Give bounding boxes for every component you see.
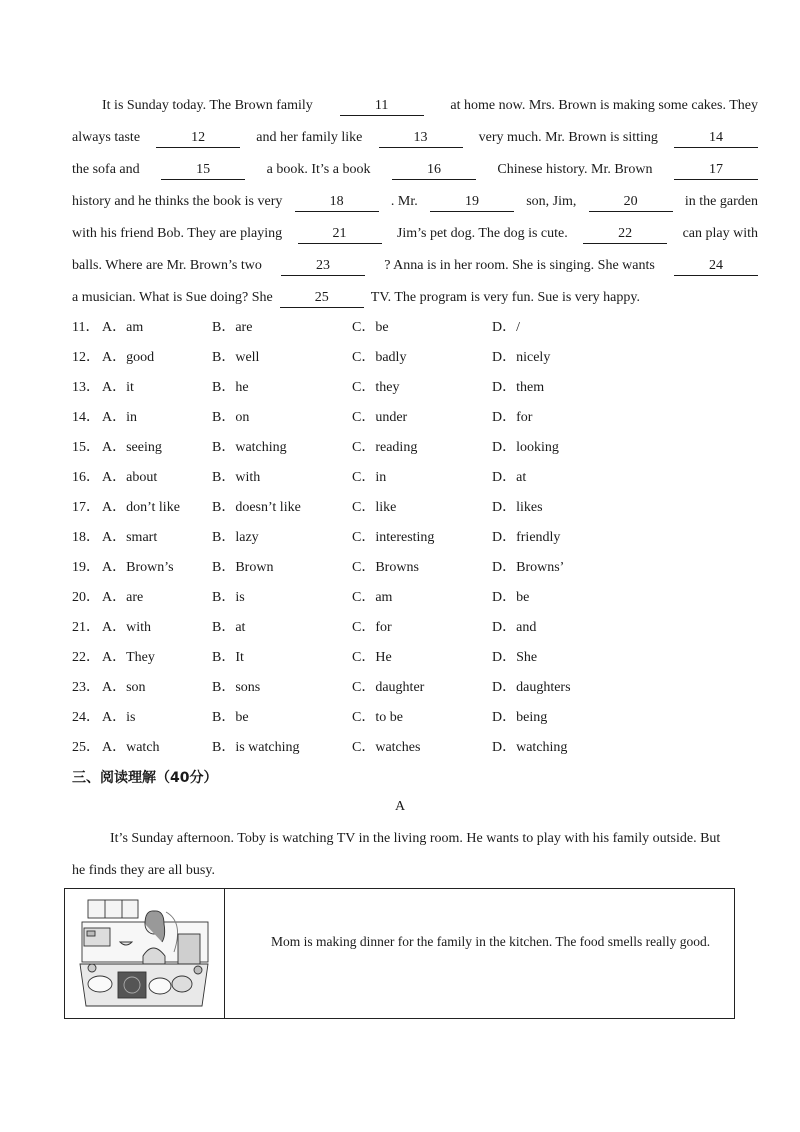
option-a[interactable]: A．it: [102, 380, 134, 395]
question-row: [72, 643, 758, 673]
option-d[interactable]: D．be: [492, 590, 530, 605]
question-row: [72, 463, 758, 493]
reading-intro-line: he finds they are all busy.: [72, 863, 215, 878]
option-a[interactable]: A．seeing: [102, 440, 162, 455]
option-b[interactable]: B．doesn’t like: [212, 500, 301, 515]
option-a[interactable]: A．son: [102, 680, 146, 695]
option-c[interactable]: C．be: [352, 320, 389, 335]
option-b[interactable]: B．are: [212, 320, 253, 335]
option-b[interactable]: B．It: [212, 650, 244, 665]
question-number: 17．: [72, 500, 100, 515]
option-b[interactable]: B．watching: [212, 440, 287, 455]
passage-text: Chinese history. Mr. Brown: [497, 162, 653, 177]
option-d[interactable]: D．daughters: [492, 680, 571, 695]
answer-options: [72, 313, 758, 763]
option-c[interactable]: C．reading: [352, 440, 418, 455]
passage-text: TV. The program is very fun. Sue is very happy.: [370, 290, 640, 305]
option-c[interactable]: C．in: [352, 470, 387, 485]
option-c[interactable]: C．badly: [352, 350, 407, 365]
answer-blank-20[interactable]: 20: [589, 193, 673, 212]
option-a[interactable]: A．with: [102, 620, 151, 635]
option-a[interactable]: A．in: [102, 410, 137, 425]
answer-blank-19[interactable]: 19: [430, 193, 514, 212]
question-row: [72, 433, 758, 463]
reading-table: [64, 888, 735, 1019]
option-d[interactable]: D．them: [492, 380, 545, 395]
question-number: 20．: [72, 590, 100, 605]
passage-text: a book. It’s a book: [266, 162, 371, 177]
passage-line: [72, 282, 758, 314]
question-number: 23．: [72, 680, 100, 695]
passage-text: very much. Mr. Brown is sitting: [478, 130, 658, 145]
option-d[interactable]: D．at: [492, 470, 527, 485]
option-c[interactable]: C．they: [352, 380, 400, 395]
reading-intro: [72, 823, 728, 887]
passage-text: son, Jim,: [526, 194, 577, 209]
passage-label: A: [394, 799, 406, 814]
option-d[interactable]: D．for: [492, 410, 533, 425]
passage-text: can play with: [682, 226, 758, 241]
answer-blank-13[interactable]: 13: [379, 129, 463, 148]
question-number: 15．: [72, 440, 100, 455]
question-number: 22．: [72, 650, 100, 665]
answer-blank-14[interactable]: 14: [674, 129, 758, 148]
question-row: [72, 493, 758, 523]
option-b[interactable]: B．well: [212, 350, 260, 365]
reading-table-text: Mom is making dinner for the family in the kitchen. The food smells really good.: [271, 934, 711, 949]
option-b[interactable]: B．on: [212, 410, 250, 425]
question-number: 13．: [72, 380, 100, 395]
question-row: [72, 553, 758, 583]
kitchen-illustration: [65, 889, 225, 1018]
kitchen-cooking-icon: [78, 898, 210, 1010]
question-row: [72, 523, 758, 553]
question-row: [72, 403, 758, 433]
question-number: 18．: [72, 530, 100, 545]
option-c[interactable]: C．interesting: [352, 530, 435, 545]
passage-text: history and he thinks the book is very: [72, 194, 283, 209]
question-number: 21．: [72, 620, 100, 635]
option-a[interactable]: A．Brown’s: [102, 560, 174, 575]
question-number: 14．: [72, 410, 100, 425]
option-d[interactable]: D．She: [492, 650, 538, 665]
passage-line: [72, 186, 758, 218]
section-title: 三、阅读理解（40分）: [72, 770, 218, 786]
option-b[interactable]: B．is: [212, 590, 245, 605]
question-row: [72, 703, 758, 733]
passage-text: Jim’s pet dog. The dog is cute.: [396, 226, 568, 241]
option-c[interactable]: C．to be: [352, 710, 403, 725]
question-row: [72, 673, 758, 703]
answer-blank-21[interactable]: 21: [298, 225, 382, 244]
answer-blank-25[interactable]: 25: [280, 289, 364, 308]
option-d[interactable]: D．/: [492, 320, 520, 335]
option-d[interactable]: D．and: [492, 620, 537, 635]
question-row: [72, 613, 758, 643]
option-a[interactable]: A．don’t like: [102, 500, 180, 515]
question-number: 19．: [72, 560, 100, 575]
option-a[interactable]: A．about: [102, 470, 158, 485]
option-d[interactable]: D．Browns’: [492, 560, 565, 575]
cloze-passage: [72, 90, 758, 314]
option-d[interactable]: D．friendly: [492, 530, 561, 545]
answer-blank-24[interactable]: 24: [674, 257, 758, 276]
passage-text: with his friend Bob. They are playing: [72, 226, 283, 241]
option-b[interactable]: B．sons: [212, 680, 261, 695]
question-row: [72, 313, 758, 343]
answer-blank-18[interactable]: 18: [295, 193, 379, 212]
question-number: 25．: [72, 740, 100, 755]
option-d[interactable]: D．watching: [492, 740, 568, 755]
passage-line: [72, 122, 758, 154]
option-a[interactable]: A．am: [102, 320, 144, 335]
question-row: [72, 343, 758, 373]
option-b[interactable]: B．lazy: [212, 530, 259, 545]
passage-text: ? Anna is in her room. She is singing. She wants: [384, 258, 655, 273]
option-a[interactable]: A．watch: [102, 740, 160, 755]
question-number: 24．: [72, 710, 100, 725]
option-c[interactable]: C．daughter: [352, 680, 425, 695]
passage-text: always taste: [72, 130, 141, 145]
option-d[interactable]: D．looking: [492, 440, 559, 455]
question-number: 11．: [72, 320, 100, 335]
option-b[interactable]: B．be: [212, 710, 249, 725]
option-a[interactable]: A．smart: [102, 530, 158, 545]
option-d[interactable]: D．being: [492, 710, 548, 725]
passage-text: in the garden: [684, 194, 758, 209]
passage-text: and her family like: [256, 130, 363, 145]
answer-blank-15[interactable]: 15: [161, 161, 245, 180]
option-a[interactable]: A．They: [102, 650, 155, 665]
option-b[interactable]: B．with: [212, 470, 261, 485]
question-row: [72, 373, 758, 403]
answer-blank-12[interactable]: 12: [156, 129, 240, 148]
option-b[interactable]: B．at: [212, 620, 246, 635]
passage-text: It is Sunday today. The Brown family: [102, 98, 313, 113]
option-c[interactable]: C．under: [352, 410, 408, 425]
question-row: [72, 733, 758, 763]
passage-line: [72, 154, 758, 186]
option-c[interactable]: C．for: [352, 620, 392, 635]
option-a[interactable]: A．good: [102, 350, 155, 365]
answer-blank-16[interactable]: 16: [392, 161, 476, 180]
question-number: 16．: [72, 470, 100, 485]
option-c[interactable]: C．am: [352, 590, 393, 605]
option-c[interactable]: C．He: [352, 650, 392, 665]
option-c[interactable]: C．watches: [352, 740, 421, 755]
option-c[interactable]: C．like: [352, 500, 397, 515]
option-d[interactable]: D．nicely: [492, 350, 551, 365]
passage-line: [72, 218, 758, 250]
passage-text: the sofa and: [72, 162, 140, 177]
question-row: [72, 583, 758, 613]
answer-blank-22[interactable]: 22: [583, 225, 667, 244]
passage-text: at home now. Mrs. Brown is making some cakes. They: [450, 98, 758, 113]
answer-blank-11[interactable]: 11: [340, 97, 424, 116]
option-b[interactable]: B．is watching: [212, 740, 300, 755]
passage-text: balls. Where are Mr. Brown’s two: [72, 258, 262, 273]
answer-blank-23[interactable]: 23: [281, 257, 365, 276]
option-b[interactable]: B．Brown: [212, 560, 274, 575]
option-a[interactable]: A．is: [102, 710, 136, 725]
passage-line: [72, 90, 758, 122]
option-b[interactable]: B．he: [212, 380, 249, 395]
passage-text: a musician. What is Sue doing? She: [72, 290, 273, 305]
option-a[interactable]: A．are: [102, 590, 144, 605]
question-number: 12．: [72, 350, 100, 365]
passage-line: [72, 250, 758, 282]
reading-intro-line: It’s Sunday afternoon. Toby is watching TV in the living room. He wants to play with his family outside. But: [110, 831, 721, 846]
answer-blank-17[interactable]: 17: [674, 161, 758, 180]
passage-text: . Mr.: [390, 194, 418, 209]
option-c[interactable]: C．Browns: [352, 560, 419, 575]
option-d[interactable]: D．likes: [492, 500, 543, 515]
